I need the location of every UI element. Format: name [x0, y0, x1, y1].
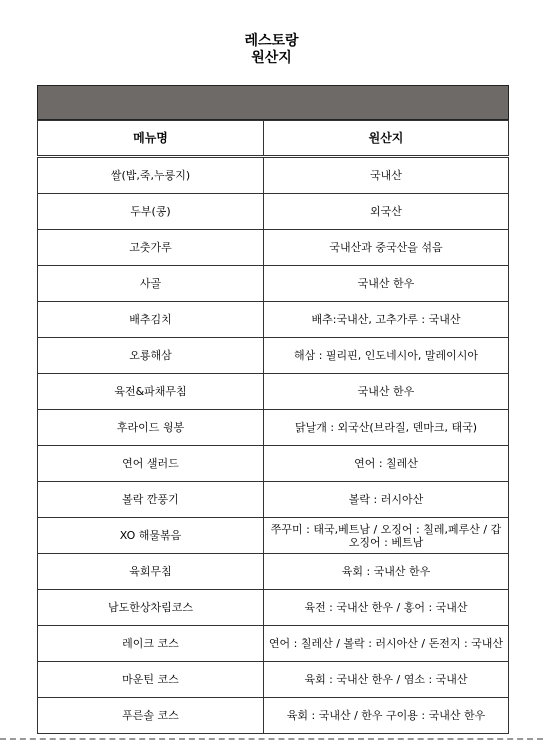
origin-cell: 쭈꾸미 : 태국,베트남 / 오징어 : 칠레,페루산 / 갑오징어 : 베트남 [264, 518, 509, 554]
table-row [38, 230, 509, 266]
menu-cell: 남도한상차림코스 [38, 590, 264, 626]
table-body [38, 157, 509, 734]
origin-cell: 닭날개 : 외국산(브라질, 덴마크, 태국) [264, 410, 509, 446]
menu-cell: 배추김치 [38, 302, 264, 338]
table-row [38, 590, 509, 626]
table-row [38, 446, 509, 482]
table-row [38, 410, 509, 446]
origin-cell: 배추:국내산, 고추가루 : 국내산 [264, 302, 509, 338]
origin-column-header: 원산지 [264, 121, 509, 157]
menu-cell: 쌀(밥,죽,누룽지) [38, 157, 264, 194]
menu-cell: 마운틴 코스 [38, 662, 264, 698]
origin-cell: 육회 : 국내산 한우 [264, 554, 509, 590]
origin-cell: 국내산 한우 [264, 266, 509, 302]
origin-cell: 국내산과 중국산을 섞음 [264, 230, 509, 266]
origin-cell: 외국산 [264, 194, 509, 230]
menu-cell: 두부(콩) [38, 194, 264, 230]
table-row [38, 338, 509, 374]
table-row [38, 302, 509, 338]
table-row [38, 626, 509, 662]
origin-table [37, 120, 509, 734]
origin-cell: 육전 : 국내산 한우 / 홍어 : 국내산 [264, 590, 509, 626]
origin-cell: 육회 : 국내산 / 한우 구이용 : 국내산 한우 [264, 698, 509, 734]
origin-cell: 연어 : 칠레산 [264, 446, 509, 482]
menu-cell: 사골 [38, 266, 264, 302]
table-row [38, 518, 509, 554]
table-row [38, 374, 509, 410]
menu-cell: 볼락 깐풍기 [38, 482, 264, 518]
table-row [38, 157, 509, 194]
origin-cell: 해삼 : 필리핀, 인도네시아, 말레이시아 [264, 338, 509, 374]
table-row [38, 266, 509, 302]
origin-cell: 국내산 [264, 157, 509, 194]
menu-cell: XO 해물볶음 [38, 518, 264, 554]
table-row [38, 194, 509, 230]
menu-cell: 오룡해삼 [38, 338, 264, 374]
table-row [38, 554, 509, 590]
origin-cell: 국내산 한우 [264, 374, 509, 410]
table-row [38, 482, 509, 518]
menu-cell: 푸른솔 코스 [38, 698, 264, 734]
menu-column-header: 메뉴명 [38, 121, 264, 157]
table-header-row [38, 121, 509, 157]
menu-cell: 육회무침 [38, 554, 264, 590]
table-row [38, 698, 509, 734]
page-title: 레스토랑 [244, 33, 299, 49]
origin-cell: 연어 : 칠레산 / 볼락 : 러시아산 / 돈전지 : 국내산 [264, 626, 509, 662]
header-band [37, 85, 509, 120]
origin-cell: 육회 : 국내산 한우 / 염소 : 국내산 [264, 662, 509, 698]
origin-cell: 볼락 : 러시아산 [264, 482, 509, 518]
menu-cell: 레이크 코스 [38, 626, 264, 662]
table-row [38, 662, 509, 698]
page-subtitle: 원산지 [251, 50, 292, 66]
menu-cell: 고춧가루 [38, 230, 264, 266]
menu-cell: 후라이드 윙봉 [38, 410, 264, 446]
menu-cell: 육전&파채무침 [38, 374, 264, 410]
page-edge-divider [0, 738, 543, 744]
menu-cell: 연어 샐러드 [38, 446, 264, 482]
